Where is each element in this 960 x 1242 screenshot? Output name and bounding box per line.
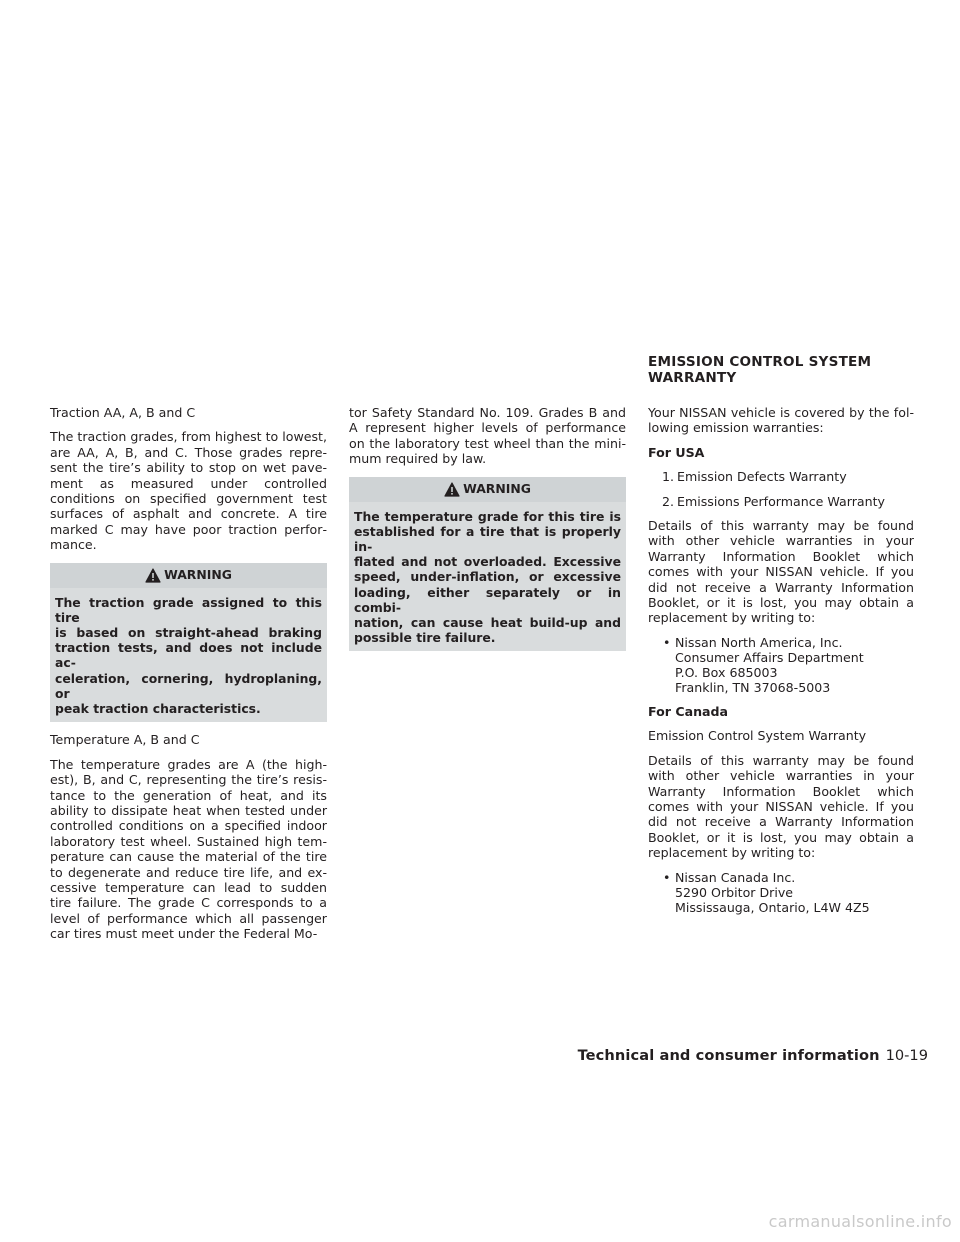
column-right	[648, 405, 914, 924]
section-heading-emission-warranty	[648, 354, 928, 386]
address-line: Nissan North America, Inc.	[675, 634, 843, 650]
warning-box-traction	[50, 563, 327, 723]
temperature-heading: Temperature A, B and C	[50, 732, 200, 748]
page-number: 10-19	[885, 1047, 928, 1064]
address-line: P.O. Box 685003	[675, 664, 778, 680]
warning-triangle-icon	[145, 568, 161, 583]
address-line: Mississauga, Ontario, L4W 4Z5	[675, 899, 870, 915]
warning-line: celeration, cornering, hydroplaning, or	[55, 670, 322, 701]
column-left	[50, 405, 327, 951]
canada-warranty-name: Emission Control System Warranty	[648, 728, 867, 744]
heading-line: WARRANTY	[648, 370, 737, 386]
address-line: Consumer Affairs Department	[675, 649, 864, 665]
warning-text	[349, 502, 626, 652]
canada-label: For Canada	[648, 703, 729, 719]
warning-line: peak traction characteristics.	[55, 701, 261, 717]
warning-header	[50, 563, 327, 588]
warning-box-temperature	[349, 477, 626, 652]
warning-line: possible tire failure.	[354, 630, 496, 646]
address-line: 5290 Orbitor Drive	[675, 884, 794, 900]
canada-address	[648, 870, 914, 915]
warning-label: WARNING	[164, 567, 232, 583]
warning-line: is based on straight-ahead braking	[55, 625, 322, 641]
watermark: carmanualsonline.info	[768, 1212, 952, 1231]
warning-line: nation, can cause heat build-up and	[354, 615, 621, 631]
warning-label: WARNING	[463, 481, 531, 497]
heading-line: EMISSION CONTROL SYSTEM	[648, 354, 872, 370]
warning-line: loading, either separately or in combi-	[354, 584, 621, 615]
temperature-paragraph: The temperature grades are A (the highest), B, and C, representing the tire’s resistance to the generation of heat, and its ability to dissipate heat when tested under controlled conditions on a specified indoor laboratory test wheel. Sustained high temperature can cause the material of the tire to degenerate and reduce tire life, and excessive temperature can lead to sudden tire failure. The grade C corresponds to a level of performance which all passenger car tires must meet under the Federal Mo-	[50, 756, 327, 942]
address-line: Franklin, TN 37068-5003	[675, 679, 831, 695]
address-line: Nissan Canada Inc.	[675, 869, 796, 885]
bullet: •	[663, 634, 671, 650]
bullet: •	[663, 869, 671, 885]
canada-details-paragraph: Details of this warranty may be found with other vehicle warranties in your Warranty Information Booklet which comes with your NISSAN vehicle. If you did not receive a Warranty Information Booklet, or it is lost, you may obtain a replacement by writing to:	[648, 752, 914, 861]
footer-section-title: Technical and consumer information	[577, 1047, 880, 1064]
warning-line: The traction grade assigned to this tire	[55, 594, 322, 625]
list-item: 2. Emissions Performance Warranty	[662, 493, 885, 509]
temperature-paragraph-continued: tor Safety Standard No. 109. Grades B and A represent higher levels of performance on the laboratory test wheel than the minimum required by law.	[349, 405, 626, 467]
warning-line: traction tests, and does not include ac-	[55, 640, 322, 671]
emission-intro: Your NISSAN vehicle is covered by the following emission warranties:	[648, 405, 914, 436]
warning-line: speed, under-inflation, or excessive	[354, 569, 621, 585]
warning-line: established for a tire that is properly in-	[354, 523, 621, 555]
warning-header	[349, 477, 626, 502]
warning-text	[50, 588, 327, 723]
warning-line: The temperature grade for this tire is	[354, 508, 621, 524]
page-footer	[578, 1047, 928, 1064]
usa-address	[648, 635, 914, 695]
warning-triangle-icon	[444, 482, 460, 497]
list-item: 1. Emission Defects Warranty	[662, 469, 847, 485]
column-middle	[349, 405, 626, 661]
usa-label: For USA	[648, 444, 705, 460]
warning-line: flated and not overloaded. Excessive	[354, 554, 621, 570]
usa-details-paragraph: Details of this warranty may be found with other vehicle warranties in your Warranty Information Booklet which comes with your NISSAN vehicle. If you did not receive a Warranty Information Booklet, or it is lost, you may obtain a replacement by writing to:	[648, 518, 914, 626]
traction-heading: Traction AA, A, B and C	[50, 405, 196, 420]
traction-paragraph: The traction grades, from highest to lowest, are AA, A, B, and C. Those grades represent the tire’s ability to stop on wet pavement as measured under controlled conditions on specified government test surfaces of asphalt and concrete. A tire marked C may have poor traction performance.	[50, 429, 327, 553]
